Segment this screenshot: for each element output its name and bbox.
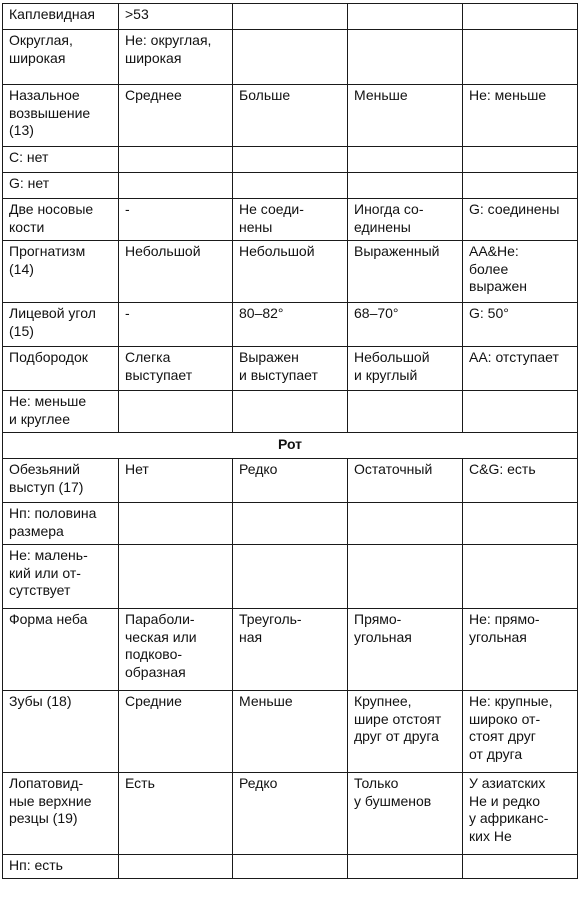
table-row — [3, 347, 578, 391]
table-row — [3, 303, 578, 347]
table-row — [3, 391, 578, 433]
section-title: Рот — [3, 433, 578, 459]
row-label-cell: Лопатовид- ные верхние резцы (19) — [3, 773, 119, 855]
table-cell — [463, 4, 578, 30]
row-label-cell: Каплевидная — [3, 4, 119, 30]
row-label-cell: Не: меньше и круглее — [3, 391, 119, 433]
table-row — [3, 241, 578, 303]
table-cell: Больше — [233, 85, 348, 147]
table-cell: Меньше — [348, 85, 463, 147]
table-cell — [348, 147, 463, 173]
table-cell — [233, 391, 348, 433]
table-row — [3, 503, 578, 545]
row-label-cell: Форма неба — [3, 609, 119, 691]
row-label-cell: Две носовые кости — [3, 199, 119, 241]
table-cell: Треуголь- ная — [233, 609, 348, 691]
row-label-cell: Назальное возвышение (13) — [3, 85, 119, 147]
row-label-cell: Прогнатизм (14) — [3, 241, 119, 303]
table-cell — [233, 30, 348, 85]
table-cell: Параболи- ческая или подково- образная — [119, 609, 233, 691]
table-cell: 68–70° — [348, 303, 463, 347]
table-cell — [233, 4, 348, 30]
table-cell — [463, 391, 578, 433]
table-cell: Меньше — [233, 691, 348, 773]
table-row — [3, 545, 578, 609]
table-cell: Небольшой — [119, 241, 233, 303]
table-cell: Крупнее, шире отстоят друг от друга — [348, 691, 463, 773]
table-cell — [119, 147, 233, 173]
table-cell — [348, 173, 463, 199]
table-cell: Не: крупные, широко от- стоят друг от друга — [463, 691, 578, 773]
table-cell — [348, 545, 463, 609]
table-cell: Не: меньше — [463, 85, 578, 147]
table-cell — [348, 4, 463, 30]
row-label-cell: Зубы (18) — [3, 691, 119, 773]
table-cell: G: 50° — [463, 303, 578, 347]
table-cell: G: соединены — [463, 199, 578, 241]
table-cell — [463, 855, 578, 879]
table-cell: Не соеди- нены — [233, 199, 348, 241]
table-cell: Среднее — [119, 85, 233, 147]
row-label-cell: Округлая, широкая — [3, 30, 119, 85]
table-cell — [463, 545, 578, 609]
table-row — [3, 459, 578, 503]
table-row — [3, 173, 578, 199]
row-label-cell: Нп: есть — [3, 855, 119, 879]
table-cell — [119, 503, 233, 545]
table-cell: Прямо- угольная — [348, 609, 463, 691]
table-row — [3, 147, 578, 173]
table-cell — [119, 173, 233, 199]
table-cell: Не: округлая, широкая — [119, 30, 233, 85]
row-label-cell: С: нет — [3, 147, 119, 173]
table-row — [3, 199, 578, 241]
table-cell — [233, 503, 348, 545]
table-cell: Остаточный — [348, 459, 463, 503]
table-cell: 80–82° — [233, 303, 348, 347]
table-row — [3, 85, 578, 147]
table-row — [3, 609, 578, 691]
table-cell — [463, 147, 578, 173]
table-cell — [233, 545, 348, 609]
table-cell — [463, 503, 578, 545]
table-cell: - — [119, 199, 233, 241]
row-label-cell: Обезьяний выступ (17) — [3, 459, 119, 503]
table-row — [3, 855, 578, 879]
table-row — [3, 4, 578, 30]
table-cell: Небольшой — [233, 241, 348, 303]
row-label-cell: Не: малень- кий или от- сутствует — [3, 545, 119, 609]
table-cell: Не: прямо- угольная — [463, 609, 578, 691]
section-header-row — [3, 433, 578, 459]
table-cell: Нет — [119, 459, 233, 503]
table-cell: Средние — [119, 691, 233, 773]
table-cell — [119, 391, 233, 433]
table-cell — [463, 173, 578, 199]
table-cell: Слегка выступает — [119, 347, 233, 391]
row-label-cell: Лицевой угол (15) — [3, 303, 119, 347]
row-label-cell: Нп: половина размера — [3, 503, 119, 545]
table-cell: У азиатских Не и редко у африканс- ких Не — [463, 773, 578, 855]
table-cell: Редко — [233, 773, 348, 855]
table-row — [3, 773, 578, 855]
table-cell — [348, 855, 463, 879]
table-cell: Редко — [233, 459, 348, 503]
table-cell: >53 — [119, 4, 233, 30]
table-cell: AA&He: более выражен — [463, 241, 578, 303]
row-label-cell: G: нет — [3, 173, 119, 199]
table-row — [3, 691, 578, 773]
table-cell: Выраженный — [348, 241, 463, 303]
table-cell — [119, 545, 233, 609]
table-cell: Выражен и выступает — [233, 347, 348, 391]
table-cell — [348, 391, 463, 433]
table-cell — [119, 855, 233, 879]
row-label-cell: Подбородок — [3, 347, 119, 391]
table-cell: C&G: есть — [463, 459, 578, 503]
table-cell — [348, 30, 463, 85]
table-row — [3, 30, 578, 85]
table-cell: Только у бушменов — [348, 773, 463, 855]
table-body — [3, 4, 578, 879]
table-cell — [233, 173, 348, 199]
table-cell: Иногда со- единены — [348, 199, 463, 241]
table-cell: АА: отступает — [463, 347, 578, 391]
table-cell — [233, 855, 348, 879]
table-cell — [348, 503, 463, 545]
table-cell — [233, 147, 348, 173]
table-cell: Есть — [119, 773, 233, 855]
table-cell: - — [119, 303, 233, 347]
comparison-table — [2, 3, 578, 879]
table-cell — [463, 30, 578, 85]
table-cell: Небольшой и круглый — [348, 347, 463, 391]
